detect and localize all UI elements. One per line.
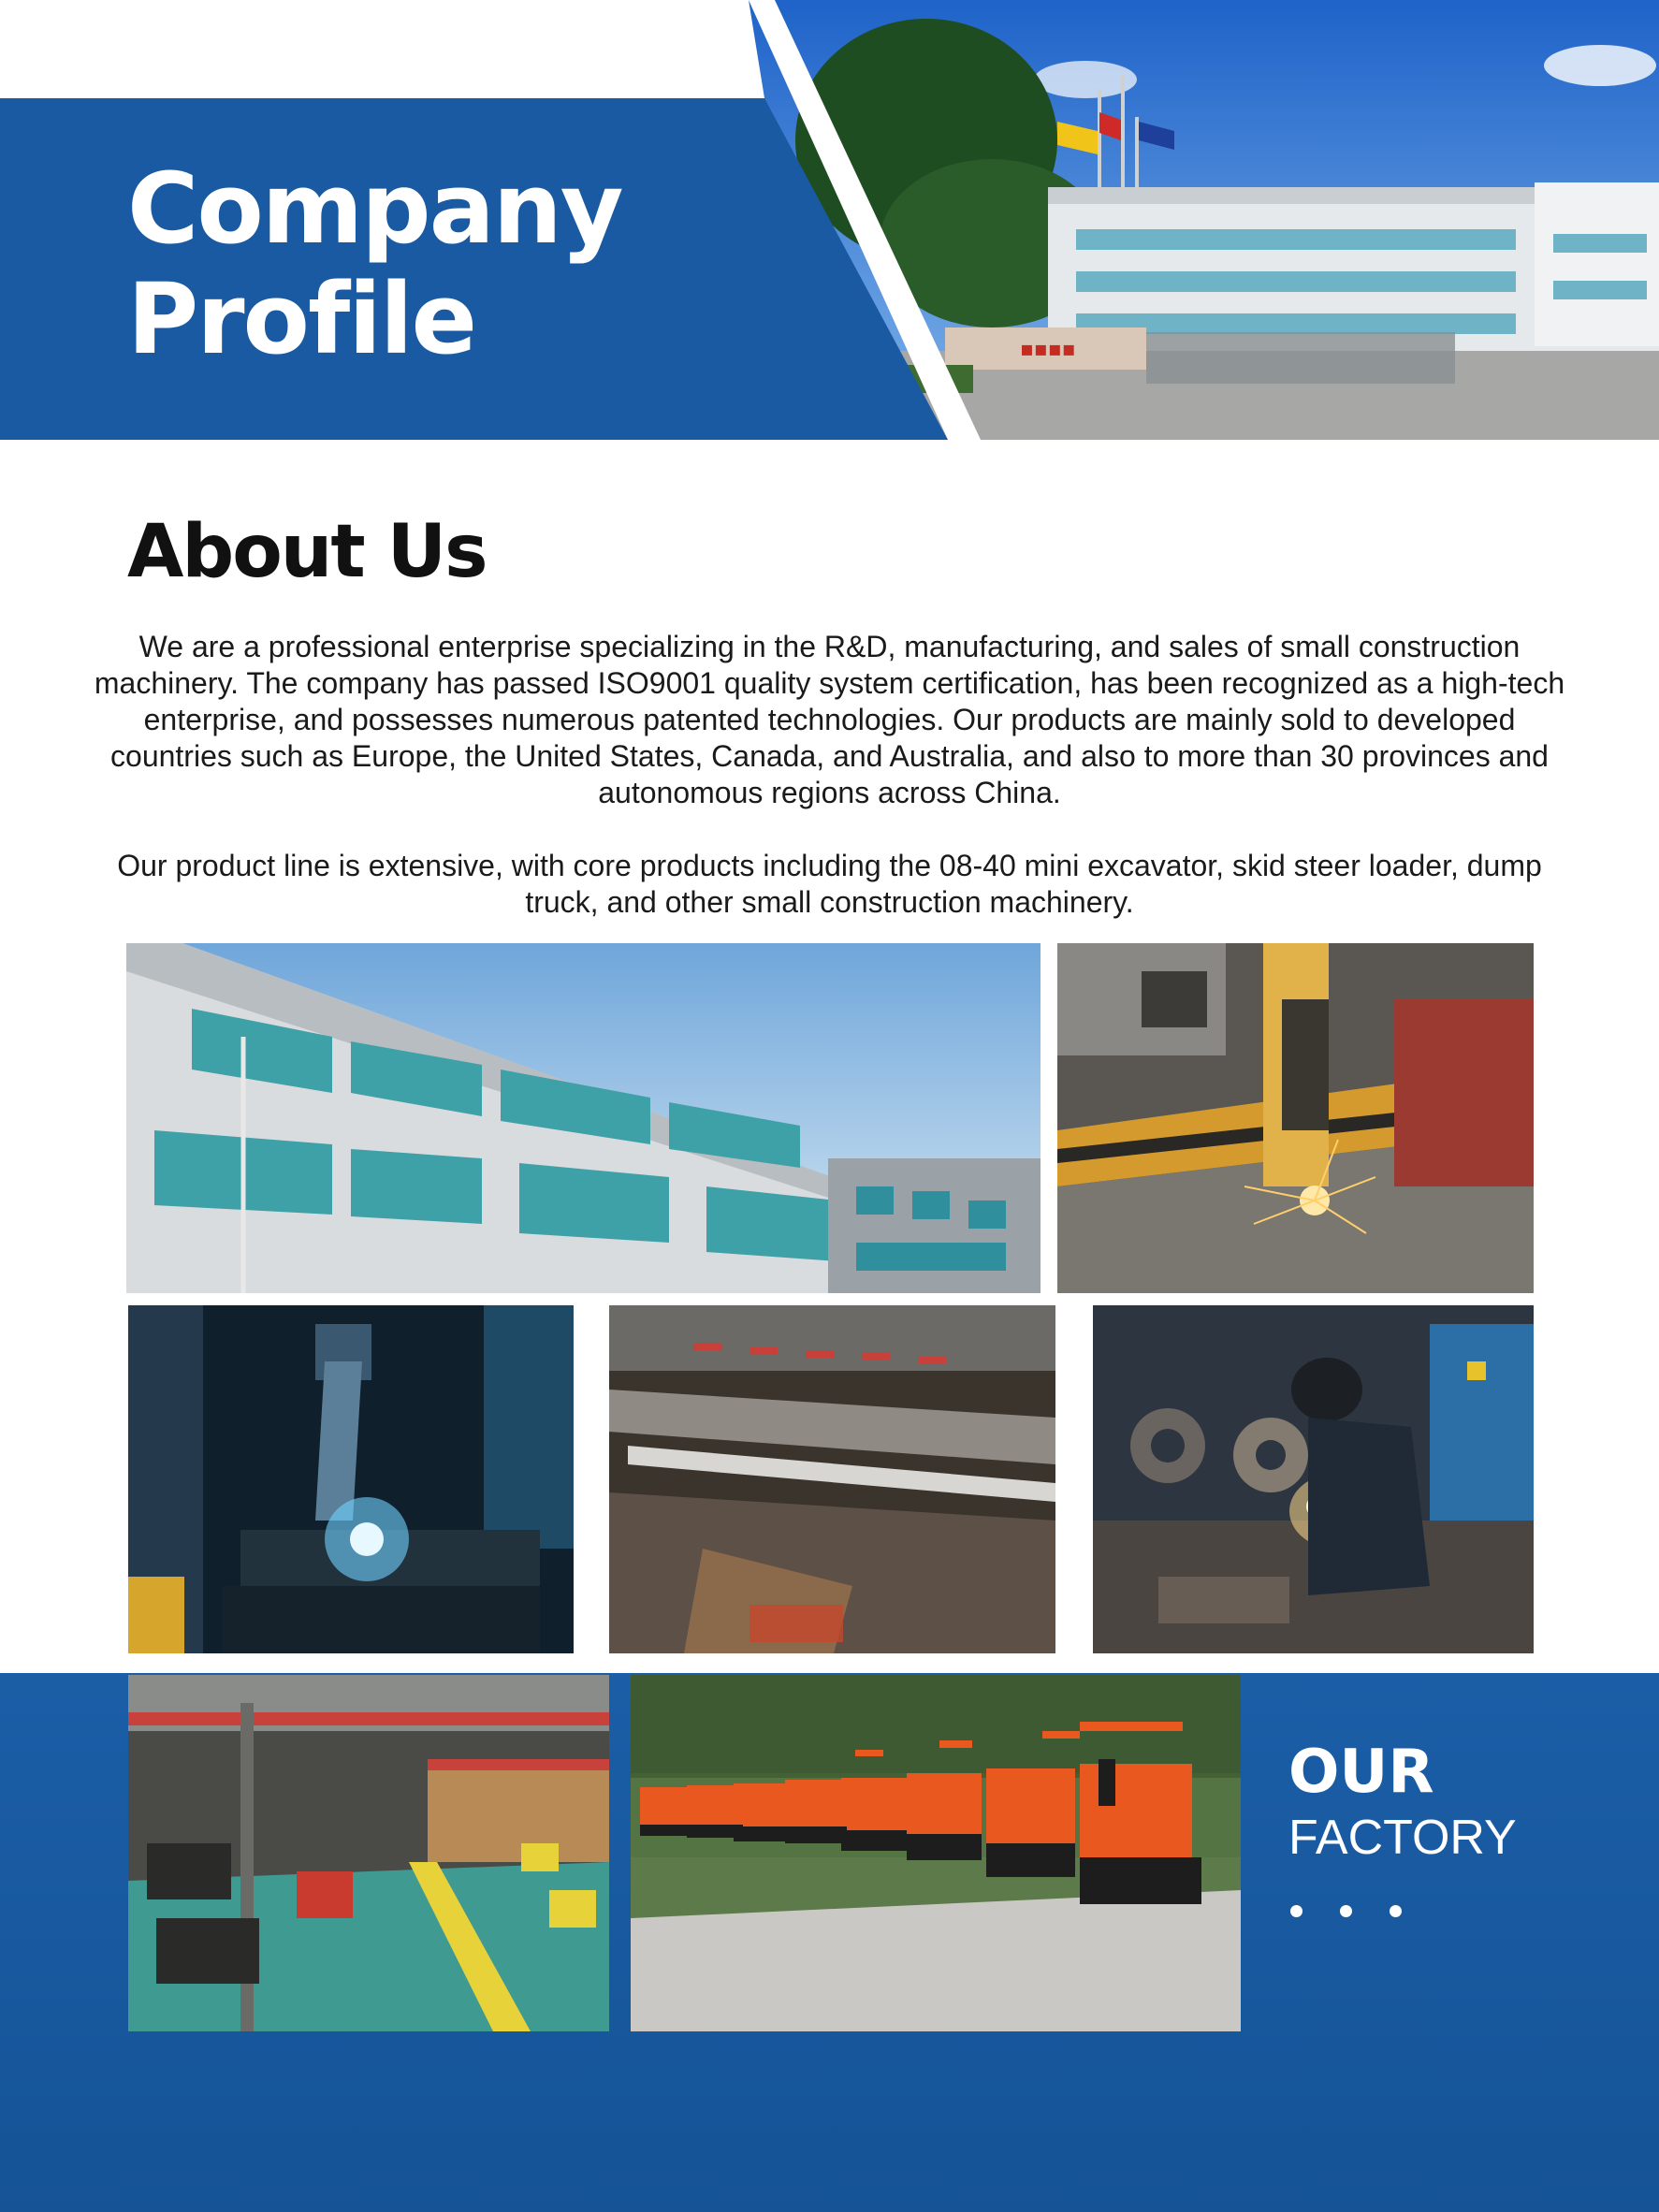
excavator-row-photo — [631, 1675, 1241, 2031]
header — [0, 0, 1659, 440]
decorative-dots — [1288, 1905, 1429, 1924]
dot — [1340, 1905, 1352, 1917]
manual-welding-photo — [1093, 1305, 1534, 1653]
press-brake-photo — [609, 1305, 1055, 1653]
title-line-2: Profile — [127, 262, 476, 376]
about-description — [94, 629, 1565, 921]
warehouse-photo — [128, 1675, 609, 2031]
svg-text:▪▪▪▪: ▪▪▪▪ — [1020, 338, 1076, 361]
dot — [1290, 1905, 1302, 1917]
office-building-photo — [126, 943, 1041, 1293]
page-title — [127, 153, 622, 374]
title-line-1: Company — [127, 152, 622, 266]
dot — [1390, 1905, 1402, 1917]
robotic-welding-photo — [128, 1305, 574, 1653]
about-paragraph-1: We are a professional enterprise specializing in the R&D, manufacturing, and sales of small construction machinery. The company has passed ISO9001 quality system certification, has been recognized as a high-tech enterprise, and possesses numerous patented technologies. Our products are mainly sold to developed countries such as Europe, the United States, Canada, and Australia, and also to more than 30 provinces and autonomous regions across China. — [94, 630, 1565, 809]
about-paragraph-2: Our product line is extensive, with core products including the 08-40 mini excavator, skid steer loader, dump truck, and other small construction machinery. — [117, 849, 1542, 919]
about-heading: About Us — [127, 510, 487, 594]
factory-label-factory: FACTORY — [1288, 1811, 1517, 1865]
laser-cutting-photo — [1057, 943, 1534, 1293]
factory-label-our: OUR — [1288, 1738, 1434, 1807]
